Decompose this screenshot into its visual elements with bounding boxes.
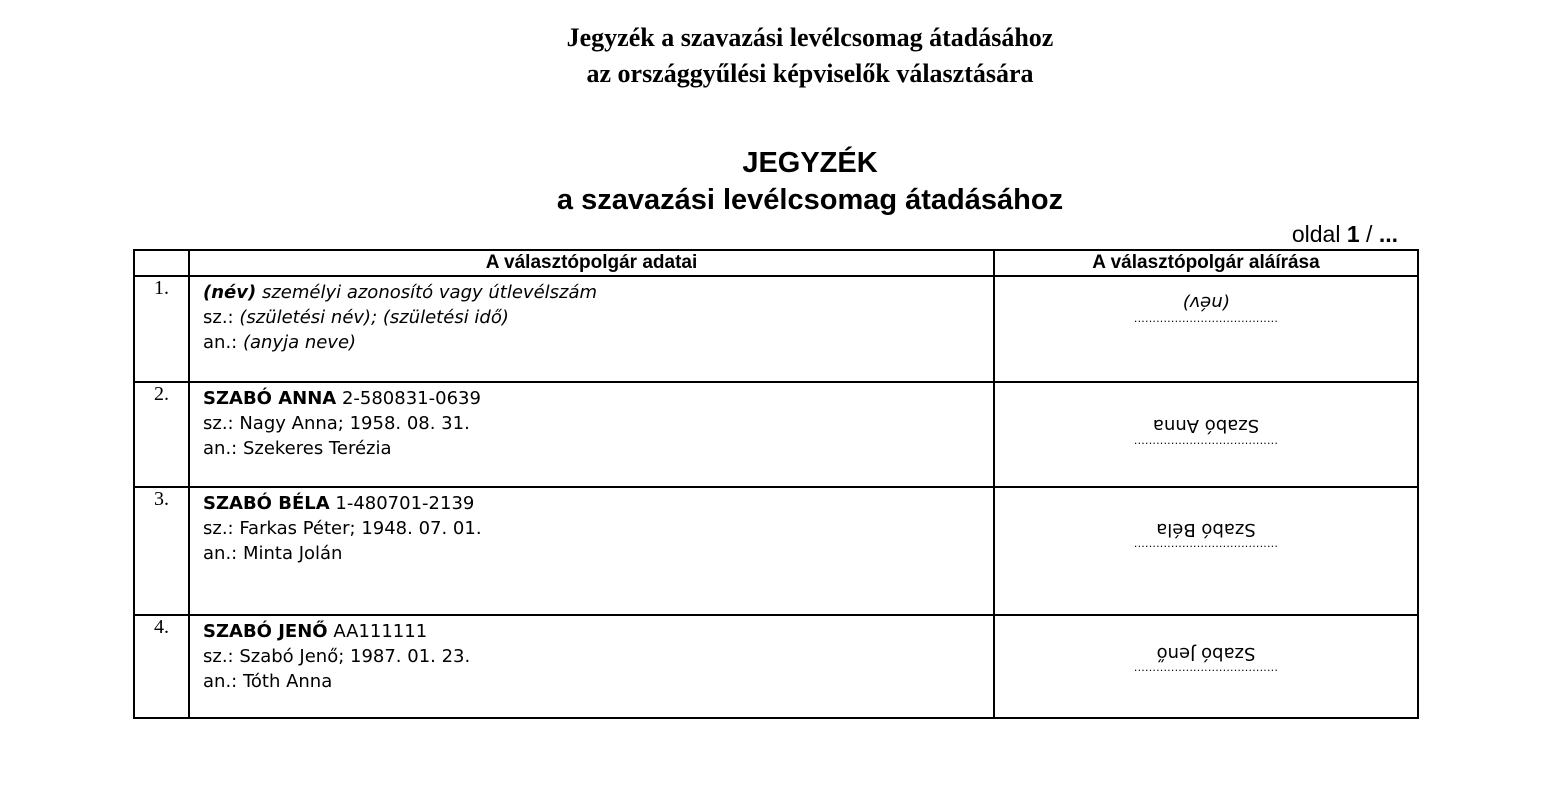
voter-mother-line [203,330,993,355]
mother-prefix: an.: [203,438,243,459]
voter-mother-line [203,541,993,566]
birth-prefix: sz.: [203,307,240,328]
document-title: Jegyzék a szavazási levélcsomag átadásához [566,23,1054,52]
voter-signature-cell [994,615,1418,718]
birth-prefix: sz.: [203,413,240,434]
mother-prefix: an.: [203,671,243,692]
page-indicator [1292,220,1398,248]
register-subheading: a szavazási levélcsomag átadásához [556,184,1064,216]
voter-data-cell [189,276,994,382]
row-number: 4. [134,615,189,718]
birth-info: Szabó Jenő; 1987. 01. 23. [239,646,471,667]
voter-data-cell [189,487,994,615]
voter-name-line [203,386,993,411]
signature-dotted-line: ....................................... [1133,661,1279,674]
voter-id-number: személyi azonosító vagy útlevélszám [256,282,598,303]
mother-prefix: an.: [203,332,243,353]
voter-data-cell [189,382,994,487]
table-row [134,276,1418,382]
table-row [134,382,1418,487]
table-header-row [134,250,1418,276]
voter-register-table [133,249,1419,719]
voter-mother-line [203,669,993,694]
mother-name: Szekeres Terézia [242,438,392,459]
row-number: 3. [134,487,189,615]
page-separator: / [1366,221,1373,247]
document-subtitle: az országgyűlési képviselők választására [586,59,1034,88]
table-row [134,487,1418,615]
voter-mother-line [203,436,993,461]
birth-prefix: sz.: [203,646,240,667]
birth-info: Farkas Péter; 1948. 07. 01. [239,518,482,539]
voter-birth-line [203,516,993,541]
birth-info: (születési név); (születési idő) [239,307,509,328]
row-number: 1. [134,276,189,382]
birth-prefix: sz.: [203,518,240,539]
voter-id-number: AA111111 [327,621,428,642]
signature-dotted-line: ....................................... [1133,312,1279,325]
voter-signature-cell [994,382,1418,487]
page-total: ... [1378,221,1398,247]
voter-birth-line [203,305,993,330]
signature-dotted-line: ....................................... [1133,434,1279,447]
voter-name: SZABÓ BÉLA [203,493,330,514]
voter-signature-cell [994,487,1418,615]
mother-name: Tóth Anna [242,671,333,692]
voter-birth-line [203,644,993,669]
voter-signature: Szabó Anna [1152,415,1260,436]
page-label: oldal [1291,221,1341,247]
voter-id-number: 2-580831-0639 [336,388,481,409]
birth-info: Nagy Anna; 1958. 08. 31. [239,413,470,434]
voter-name: SZABÓ JENŐ [203,621,328,642]
voter-signature: (név) [1182,292,1230,313]
mother-prefix: an.: [203,543,243,564]
voter-signature-cell [994,276,1418,382]
voter-signature: Szabó Béla [1156,519,1256,540]
header-voter-data: A választópolgár adatai [189,250,994,276]
header-number [134,250,189,276]
voter-name: SZABÓ ANNA [203,388,337,409]
voter-id-number: 1-480701-2139 [329,493,475,514]
voter-name-line [203,619,993,644]
voter-signature: Szabó Jenő [1156,643,1256,664]
mother-name: (anyja neve) [242,332,357,353]
mother-name: Minta Jolán [242,543,343,564]
header-voter-signature: A választópolgár aláírása [994,250,1418,276]
voter-data-cell [189,615,994,718]
register-heading: JEGYZÉK [742,147,878,179]
voter-name-line [203,491,993,516]
row-number: 2. [134,382,189,487]
voter-name-line [203,280,993,305]
page-current: 1 [1346,221,1360,247]
signature-dotted-line: ....................................... [1133,537,1279,550]
voter-birth-line [203,411,993,436]
voter-name: (név) [203,282,257,303]
table-row [134,615,1418,718]
